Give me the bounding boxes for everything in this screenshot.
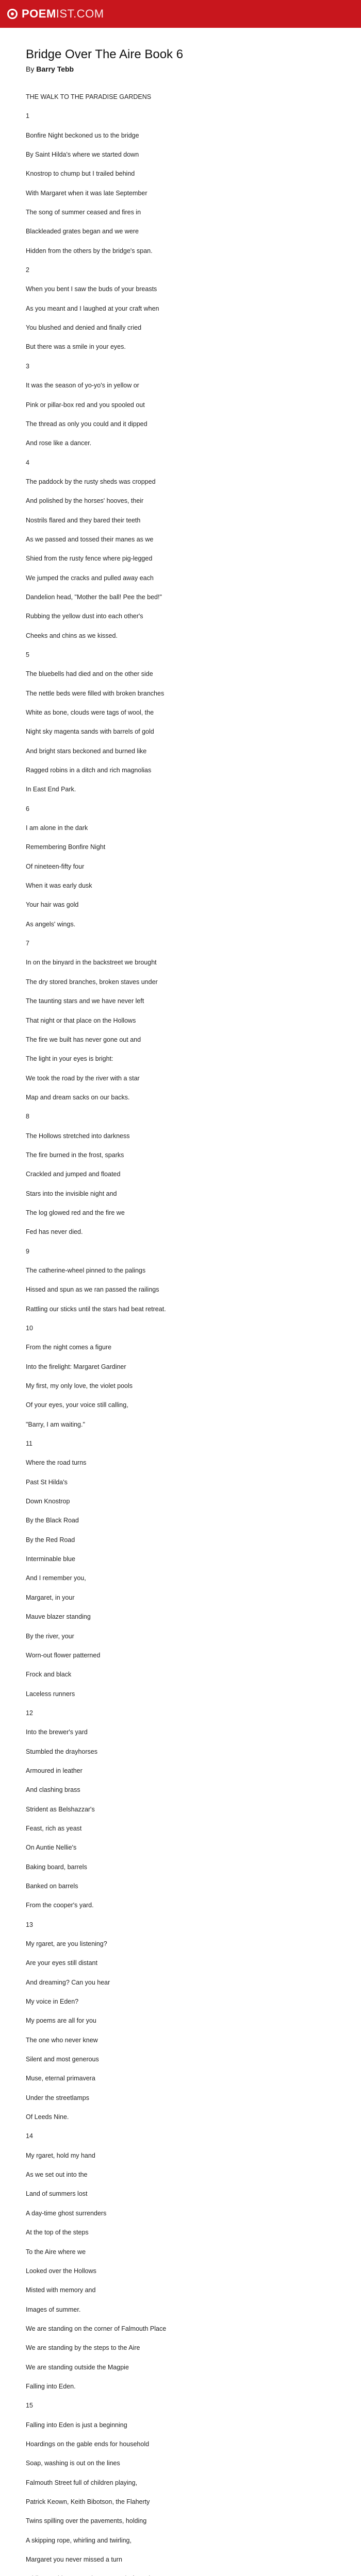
poem-line: Into the firelight: Margaret Gardiner xyxy=(26,1363,126,1370)
poem-line: Falling into Eden. xyxy=(26,2382,76,2390)
poem-line: From the cooper's yard. xyxy=(26,1902,94,1909)
poem-line: You blushed and denied and finally cried xyxy=(26,324,142,332)
poem-line: Shied from the rusty fence where pig-legged xyxy=(26,555,153,563)
poem-line: Laceless runners xyxy=(26,1690,75,1698)
poem-line: The nettle beds were filled with broken branches xyxy=(26,689,165,697)
poem-line: Of your eyes, your voice still calling, xyxy=(26,1401,128,1409)
poem-line: 15 xyxy=(26,2402,33,2410)
poem-line: The fire burned in the frost, sparks xyxy=(26,1151,124,1159)
poem-line: Past St Hilda's xyxy=(26,1478,68,1486)
poem-line: And clashing brass xyxy=(26,1786,80,1794)
poem-line: Margaret, in your xyxy=(26,1594,75,1601)
poem-line: And dreaming? Can you hear xyxy=(26,1978,110,1986)
poem-line: When it was early dusk xyxy=(26,882,92,890)
poem-line: The light in your eyes is bright: xyxy=(26,1055,113,1063)
poem-title: Bridge Over The Aire Book 6 xyxy=(26,47,184,61)
poem-line: The paddock by the rusty sheds was cropped xyxy=(26,478,156,485)
poem-line: Knostrop to chump but I trailed behind xyxy=(26,170,135,178)
poem-line: My poems are all for you xyxy=(26,2017,96,2025)
poem-line: To the Aire where we xyxy=(26,2248,86,2256)
poem-line: We are standing on the corner of Falmouth Place xyxy=(26,2325,167,2332)
poem-line: A day-time ghost surrenders xyxy=(26,2209,107,2217)
poem-line: Map and dream sacks on our backs. xyxy=(26,1093,130,1101)
poem-line: Cheeks and chins as we kissed. xyxy=(26,632,118,639)
poem-line: 5 xyxy=(26,651,29,658)
poem-line: The catherine-wheel pinned to the palings xyxy=(26,1266,146,1274)
poem-line: By the Black Road xyxy=(26,1517,79,1524)
poem-line: Falmouth Street full of children playing, xyxy=(26,2479,138,2486)
poem-line: As you meant and I laughed at your craft when xyxy=(26,304,159,312)
poem-line: And polished by the horses' hooves, their xyxy=(26,497,144,505)
logo-icon xyxy=(7,9,18,19)
poem-line: My rgaret, hold my hand xyxy=(26,2151,95,2159)
poem-line: Where the road turns xyxy=(26,1459,87,1467)
poem-line: Bonfire Night beckoned us to the bridge xyxy=(26,131,139,139)
logo-text-rest: IST.COM xyxy=(56,7,104,20)
poem-line: As angels' wings. xyxy=(26,920,76,928)
poem-line: Land of summers lost xyxy=(26,2190,88,2198)
poem-line: And I remember you, xyxy=(26,1574,86,1582)
poem-line: 4 xyxy=(26,459,29,466)
poem-line: Strident as Belshazzar's xyxy=(26,1805,95,1813)
poem-line: Rubbing the yellow dust into each other's xyxy=(26,613,143,620)
poem-line: Looked over the Hollows xyxy=(26,2267,96,2275)
poem-content xyxy=(0,28,335,2576)
poem-line: But there was a smile in your eyes. xyxy=(26,343,126,351)
poem-line: Stumbled the drayhorses xyxy=(26,1748,97,1755)
poem-line: The thread as only you could and it dipped xyxy=(26,420,147,428)
poem-line: The log glowed red and the fire we xyxy=(26,1209,125,1216)
poem-line: We are standing by the steps to the Aire xyxy=(26,2344,140,2352)
poem-line: Banked on barrels xyxy=(26,1882,78,1890)
poem-line: A skipping rope, whirling and twirling, xyxy=(26,2536,132,2544)
poem-line: And bright stars beckoned and burned like xyxy=(26,747,147,755)
poem-line: Soap, washing is out on the lines xyxy=(26,2460,120,2467)
poem-line: 6 xyxy=(26,805,29,812)
poem-line: "Barry, I am waiting." xyxy=(26,1420,85,1428)
poem-line: Hoardings on the gable ends for household xyxy=(26,2440,150,2448)
poem-line: Armoured in leather xyxy=(26,1767,83,1774)
poem-line: With Margaret when it was late September xyxy=(26,189,147,197)
poem-line: Of nineteen-fifty four xyxy=(26,862,85,870)
poem-line: Stars into the invisible night and xyxy=(26,1190,117,1197)
poem-line: My rgaret, are you listening? xyxy=(26,1940,107,1947)
poem-line: On Auntie Nellie's xyxy=(26,1844,77,1852)
poem-line: THE WALK TO THE PARADISE GARDENS xyxy=(26,93,152,100)
poem-line: Interminable blue xyxy=(26,1555,75,1563)
poem-body xyxy=(26,93,335,2576)
poem-line: The Hollows stretched into darkness xyxy=(26,1132,130,1140)
poem-line: Of Leeds Nine. xyxy=(26,2113,69,2121)
poem-line: Twins spilling over the pavements, holding xyxy=(26,2517,147,2525)
poem-line: We are standing outside the Magpie xyxy=(26,2363,129,2371)
poem-line: By Saint Hilda's where we started down xyxy=(26,151,139,159)
poem-line: Hidden from the others by the bridge's span. xyxy=(26,247,153,255)
poem-line: The one who never knew xyxy=(26,2036,98,2044)
poem-line: Ragged robins in a ditch and rich magnolias xyxy=(26,767,152,774)
poem-line: By the river, your xyxy=(26,1632,74,1640)
poem-line: 9 xyxy=(26,1247,29,1255)
poem-line: 8 xyxy=(26,1113,29,1121)
poem-line: Remembering Bonfire Night xyxy=(26,843,106,851)
poem-line: Margaret you never missed a turn xyxy=(26,2556,122,2563)
poem-line: From the night comes a figure xyxy=(26,1344,112,1351)
site-logo[interactable] xyxy=(7,7,104,21)
poem-line: Pink or pillar-box red and you spooled out xyxy=(26,401,145,409)
poem-line: Baking board, barrels xyxy=(26,1863,87,1871)
poem-line: Nostrils flared and they bared their teeth xyxy=(26,516,141,524)
poem-line: 10 xyxy=(26,1325,33,1332)
poem-line: The dry stored branches, broken staves under xyxy=(26,978,158,986)
poem-line: That night or that place on the Hollows xyxy=(26,1016,136,1024)
poem-line: 1 xyxy=(26,112,29,120)
poem-line: White as bone, clouds were tags of wool, the xyxy=(26,709,154,716)
poem-line: Silent and most generous xyxy=(26,2056,99,2063)
poem-line: At the top of the steps xyxy=(26,2229,89,2236)
poem-line: Patrick Keown, Keith Bibotson, the Flaherty xyxy=(26,2498,150,2505)
poem-line: The bluebells had died and on the other side xyxy=(26,670,153,678)
logo-text-bold: POEM xyxy=(22,7,56,20)
poem-line: Misted with memory and xyxy=(26,2286,96,2294)
poem-line: 7 xyxy=(26,940,29,947)
poem-line: Frock and black xyxy=(26,1671,72,1679)
poem-line: Muse, eternal primavera xyxy=(26,2075,95,2082)
poem-line: Dandelion head, "Mother the ball! Pee the bed!" xyxy=(26,593,162,601)
poem-line: 2 xyxy=(26,266,29,274)
poem-line: 14 xyxy=(26,2132,33,2140)
poem-line: Are your eyes still distant xyxy=(26,1959,97,1967)
poem-line: It was the season of yo-yo's in yellow or xyxy=(26,382,139,389)
site-header xyxy=(0,0,361,28)
poem-line: My voice in Eden? xyxy=(26,1998,79,2006)
poem-line: Night sky magenta sands with barrels of gold xyxy=(26,728,154,736)
poem-line: As we passed and tossed their manes as we xyxy=(26,535,154,543)
poem-line: By the Red Road xyxy=(26,1536,75,1544)
poem-line: Into the brewer's yard xyxy=(26,1728,88,1736)
poem-line: We jumped the cracks and pulled away each xyxy=(26,574,154,582)
poem-line: In East End Park. xyxy=(26,786,76,793)
poem-line: As we set out into the xyxy=(26,2171,88,2179)
poem-line: Mauve blazer standing xyxy=(26,1613,91,1621)
poem-line: Crackled and jumped and floated xyxy=(26,1171,121,1178)
poem-line: 13 xyxy=(26,1921,33,1928)
poem-line: Your hair was gold xyxy=(26,901,79,909)
poem-line: Under the streetlamps xyxy=(26,2094,89,2102)
poem-line: When you bent I saw the buds of your breasts xyxy=(26,285,157,293)
poem-line: We took the road by the river with a star xyxy=(26,1074,140,1082)
poem-line: Rattling our sticks until the stars had beat retreat. xyxy=(26,1305,166,1313)
poem-line: The song of summer ceased and fires in xyxy=(26,209,141,216)
poem-line: Hissed and spun as we ran passed the railings xyxy=(26,1286,159,1294)
poem-line: 3 xyxy=(26,362,29,370)
poem-line: Blackleaded grates began and we were xyxy=(26,228,139,235)
poem-line: The taunting stars and we have never left xyxy=(26,997,144,1005)
poem-line: The fire we built has never gone out and xyxy=(26,1036,141,1043)
poem-line: Feast, rich as yeast xyxy=(26,1824,82,1832)
poem-line: Images of summer. xyxy=(26,2306,81,2313)
poem-line: And rose like a dancer. xyxy=(26,439,92,447)
poem-line: Down Knostrop xyxy=(26,1498,70,1505)
poem-line: I am alone in the dark xyxy=(26,824,88,832)
poem-line: Fed has never died. xyxy=(26,1228,83,1236)
poem-line: In on the binyard in the backstreet we brought xyxy=(26,959,157,967)
poem-line: My first, my only love, the violet pools xyxy=(26,1382,133,1390)
poem-line: 12 xyxy=(26,1709,33,1717)
poem-byline xyxy=(26,65,335,73)
poem-line: Falling into Eden is just a beginning xyxy=(26,2421,127,2429)
poem-line: 11 xyxy=(26,1440,32,1448)
poem-line: Worn-out flower patterned xyxy=(26,1651,101,1659)
author-link[interactable]: Barry Tebb xyxy=(36,65,74,73)
byline-prefix: By xyxy=(26,65,35,73)
